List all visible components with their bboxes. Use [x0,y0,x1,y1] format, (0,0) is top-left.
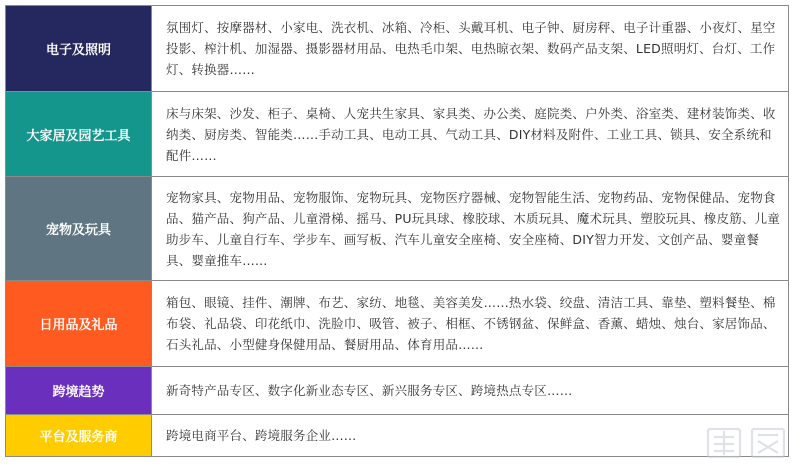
exhibit-category-table [5,5,789,457]
category-cell: 大家居及园艺工具 [6,92,152,177]
items-cell: 氛围灯、按摩器材、小家电、洗衣机、冰箱、冷柜、头戴耳机、电子钟、厨房秤、电子计重器、小夜灯、星空投影、榨汁机、加湿器、摄影器材用品、电热毛巾架、电热晾衣架、数码产品支架、LED照明灯、台灯、工作灯、转换器…… [152,6,789,92]
table-row [6,367,789,415]
items-cell: 新奇特产品专区、数字化新业态专区、新兴服务专区、跨境热点专区…… [152,367,789,415]
items-cell: 宠物家具、宠物用品、宠物服饰、宠物玩具、宠物医疗器械、宠物智能生活、宠物药品、宠物保健品、宠物食品、猫产品、狗产品、儿童滑梯、摇马、PU玩具球、橡胶球、木质玩具、魔术玩具、塑胶玩具、橡皮筋、儿童助步车、儿童自行车、学步车、画写板、汽车儿童安全座椅、安全座椅、DIY智力开发、文创产品、婴童餐具、婴童推车…… [152,177,789,281]
table-row [6,6,789,92]
items-cell: 床与床架、沙发、柜子、桌椅、人宠共生家具、家具类、办公类、庭院类、户外类、浴室类、建材装饰类、收纳类、厨房类、智能类……手动工具、电动工具、气动工具、DIY材料及附件、工业工具、锁具、安全系统和配件…… [152,92,789,177]
category-cell: 平台及服务商 [6,415,152,457]
category-cell: 宠物及玩具 [6,177,152,281]
table-row [6,177,789,281]
category-cell: 日用品及礼品 [6,281,152,367]
items-cell: 箱包、眼镜、挂件、潮牌、布艺、家纺、地毯、美容美发……热水袋、绞盘、清洁工具、靠垫、塑料餐垫、棉布袋、礼品袋、印花纸巾、洗脸巾、吸管、被子、相框、不锈钢盆、保鲜盒、香薰、蜡烛、烛台、家居饰品、石头礼品、小型健身保健用品、餐厨用品、体育用品…… [152,281,789,367]
table-row [6,281,789,367]
table-row [6,415,789,457]
category-cell: 跨境趋势 [6,367,152,415]
table-row [6,92,789,177]
items-cell: 跨境电商平台、跨境服务企业…… [152,415,789,457]
category-cell: 电子及照明 [6,6,152,92]
watermark-logo [702,423,792,463]
